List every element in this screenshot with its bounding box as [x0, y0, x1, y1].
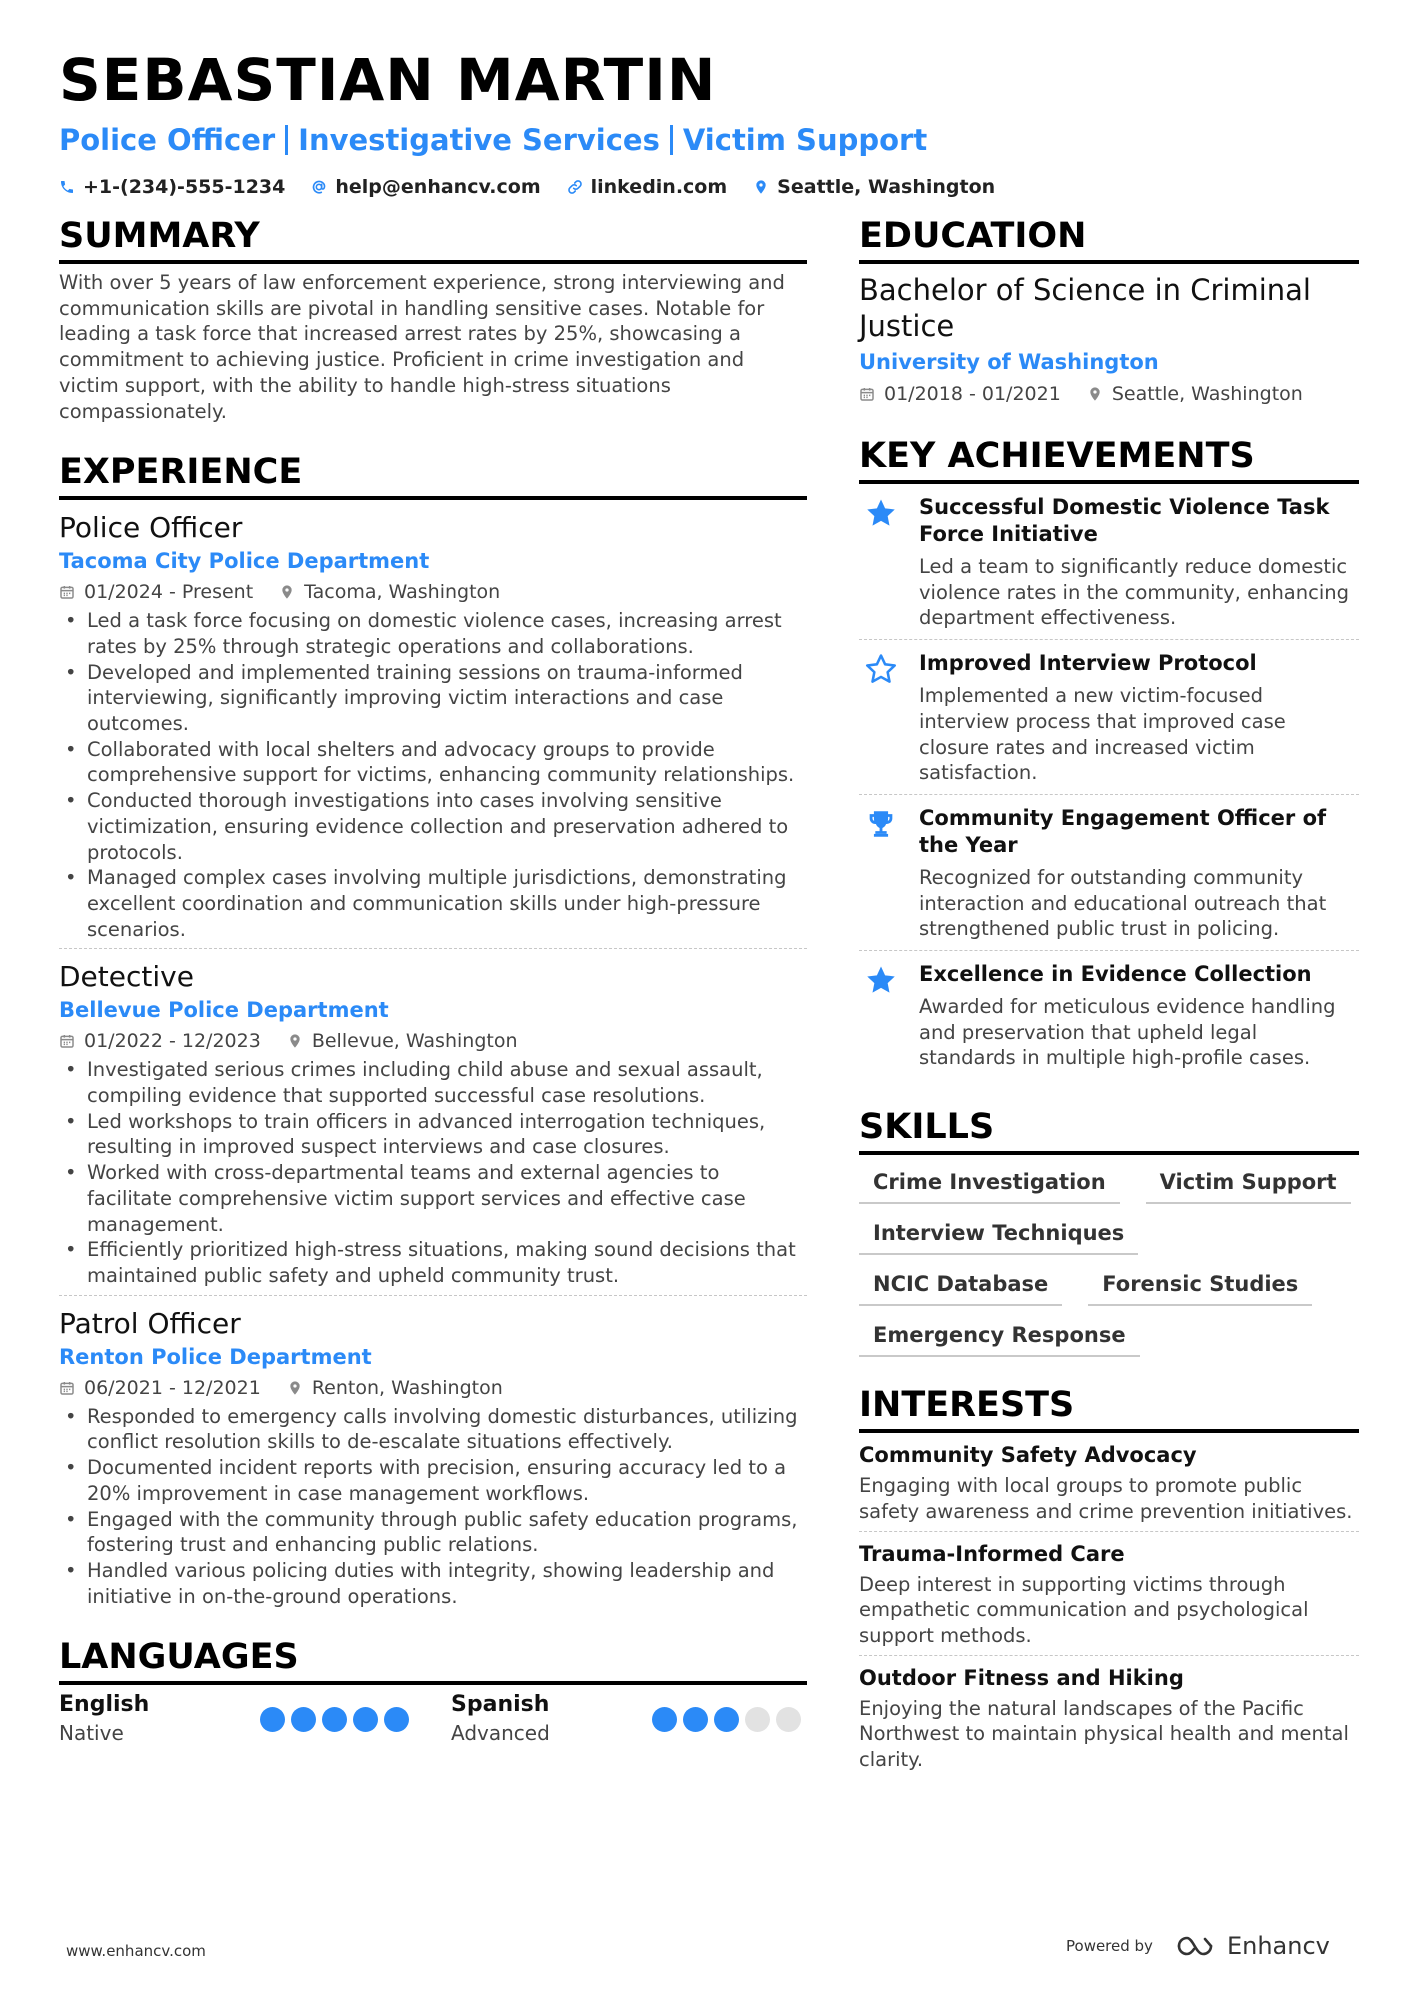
resume-header	[59, 44, 1359, 200]
job-title: Detective	[59, 960, 194, 994]
footer-branding	[1066, 1932, 1330, 1960]
phone-text: +1-(234)-555-1234	[83, 176, 286, 198]
headline-title-1: Police Officer	[59, 123, 276, 157]
company-name[interactable]: Renton Police Department	[59, 1344, 372, 1369]
achievement-description: Led a team to significantly reduce domestic violence rates in the community, enhancing department effectiveness.	[919, 555, 1349, 630]
skill-tag: Emergency Response	[859, 1318, 1140, 1357]
contact-email[interactable]	[311, 174, 540, 200]
language-text	[451, 1691, 550, 1747]
skill-tag: Victim Support	[1146, 1165, 1351, 1204]
achievement-title: Community Engagement Officer of the Year	[919, 805, 1327, 857]
interests-section	[859, 1383, 1359, 1779]
link-icon	[567, 179, 583, 195]
interest-item	[859, 1531, 1359, 1655]
achievements-heading: KEY ACHIEVEMENTS	[859, 434, 1359, 484]
rating-dot-filled	[291, 1707, 316, 1732]
achievements-list	[859, 484, 1359, 1079]
job-dates-text: 01/2022 - 12/2023	[84, 1030, 261, 1053]
job-dates	[59, 1027, 261, 1055]
interest-title: Trauma-Informed Care	[859, 1541, 1125, 1566]
job-title: Patrol Officer	[59, 1306, 241, 1340]
rating-dot-filled	[714, 1707, 739, 1732]
job-bullet: • Managed complex cases involving multiple jurisdictions, demonstrating excellent coordination and communication skills under high-pressure scenarios.	[59, 865, 807, 942]
job-location-text: Tacoma, Washington	[304, 581, 501, 604]
powered-by-label: Powered by	[1066, 1937, 1153, 1955]
job-bullets	[59, 1057, 807, 1288]
language-rating	[652, 1707, 807, 1732]
at-sign-icon	[311, 179, 327, 195]
job-meta	[59, 578, 807, 606]
summary-text: With over 5 years of law enforcement experience, strong interviewing and communication skills are pivotal in handling sensitive cases. Notable for leading a task force that increased arrest rates by 25%, showcasing a commitment to achieving justice. Proficient in crime investigation and victim support, with the ability to handle high-stress situations compassionately.	[59, 271, 785, 423]
interests-list	[859, 1433, 1359, 1779]
achievement-icon-wrap	[859, 961, 903, 1071]
rating-dot-filled	[384, 1707, 409, 1732]
achievement-title: Successful Domestic Violence Task Force Initiative	[919, 495, 1330, 546]
rating-dot-filled	[260, 1707, 285, 1732]
rating-dot-filled	[652, 1707, 677, 1732]
contact-phone[interactable]	[59, 174, 285, 200]
interest-description: Engaging with local groups to promote public safety awareness and crime prevention initiatives.	[859, 1474, 1353, 1523]
experience-entry	[59, 1295, 807, 1610]
skills-heading: SKILLS	[859, 1105, 1359, 1155]
job-bullet: • Conducted thorough investigations into cases involving sensitive victimization, ensuring evidence collection and preservation adhered to protocols.	[59, 788, 807, 865]
achievement-title: Excellence in Evidence Collection	[919, 962, 1312, 987]
job-bullet: • Efficiently prioritized high-stress situations, making sound decisions that maintained public safety and upheld community trust.	[59, 1237, 807, 1288]
education-dates	[859, 380, 1061, 408]
language-level: Advanced	[451, 1721, 550, 1746]
job-location	[279, 578, 500, 606]
languages-list	[59, 1691, 807, 1747]
education-section	[859, 214, 1359, 408]
brand-name: Enhancv	[1226, 1932, 1330, 1960]
interest-title: Community Safety Advocacy	[859, 1443, 1197, 1468]
candidate-name: SEBASTIAN MARTIN	[59, 46, 717, 114]
interest-item	[859, 1655, 1359, 1779]
achievement-icon-wrap	[859, 494, 903, 631]
job-location-text: Renton, Washington	[311, 1376, 503, 1399]
summary-heading: SUMMARY	[59, 214, 807, 264]
location-pin-icon	[753, 179, 769, 195]
achievement-item	[859, 639, 1359, 794]
contact-bar	[59, 174, 1359, 200]
job-bullet: • Collaborated with local shelters and advocacy groups to provide comprehensive support for victims, enhancing community relationships.	[59, 737, 807, 788]
education-dates-text: 01/2018 - 01/2021	[884, 383, 1061, 405]
skills-section	[859, 1105, 1359, 1357]
achievement-description: Awarded for meticulous evidence handling and preservation that upheld legal standards in multiple high-profile cases.	[919, 995, 1336, 1070]
achievement-body	[919, 494, 1359, 631]
education-location	[1087, 380, 1303, 408]
rating-dot-empty	[776, 1707, 801, 1732]
interest-title: Outdoor Fitness and Hiking	[859, 1665, 1184, 1690]
rating-dot-filled	[322, 1707, 347, 1732]
skills-list	[859, 1165, 1359, 1357]
job-location	[287, 1374, 503, 1402]
right-column	[859, 214, 1359, 1805]
linkedin-text: linkedin.com	[590, 176, 728, 198]
skill-tag: Forensic Studies	[1088, 1267, 1312, 1306]
achievement-item	[859, 484, 1359, 639]
languages-heading: LANGUAGES	[59, 1635, 807, 1685]
summary-section	[59, 214, 807, 424]
contact-location	[753, 174, 995, 200]
interest-description: Enjoying the natural landscapes of the Pacific Northwest to maintain physical health and mental clarity.	[859, 1696, 1349, 1772]
star-outline-icon	[864, 652, 898, 686]
location-pin-icon	[287, 1380, 303, 1396]
interest-item	[859, 1433, 1359, 1530]
job-bullets	[59, 608, 807, 942]
left-column	[59, 214, 807, 1773]
calendar-icon	[59, 1380, 75, 1396]
achievement-item	[859, 950, 1359, 1079]
job-bullet: • Engaged with the community through public safety education programs, fostering trust and enhancing public relations.	[59, 1507, 807, 1558]
job-bullet: • Responded to emergency calls involving domestic disturbances, utilizing conflict resolution skills to de-escalate situations effectively.	[59, 1404, 807, 1455]
rating-dot-filled	[683, 1707, 708, 1732]
skill-tag: NCIC Database	[859, 1267, 1062, 1306]
calendar-icon	[59, 1033, 75, 1049]
language-name: Spanish	[451, 1692, 550, 1718]
job-bullet: • Developed and implemented training sessions on trauma-informed interviewing, significantly improving victim interactions and case outcomes.	[59, 660, 807, 737]
experience-entry	[59, 948, 807, 1288]
job-meta	[59, 1027, 807, 1055]
location-pin-icon	[287, 1033, 303, 1049]
skill-tag: Crime Investigation	[859, 1165, 1120, 1204]
headline-title-3: Victim Support	[682, 123, 928, 157]
job-title: Police Officer	[59, 511, 243, 545]
achievement-icon-wrap	[859, 805, 903, 942]
achievement-title: Improved Interview Protocol	[919, 651, 1257, 676]
calendar-icon	[59, 584, 75, 600]
star-filled-icon	[864, 963, 898, 997]
brand-logo[interactable]	[1175, 1932, 1330, 1960]
location-text: Seattle, Washington	[777, 176, 996, 198]
achievement-description: Recognized for outstanding community interaction and educational outreach that strengthened public trust in policing.	[919, 865, 1327, 941]
job-bullet: • Investigated serious crimes including child abuse and sexual assault, compiling evidence that supported successful case resolutions.	[59, 1057, 807, 1108]
job-bullet: • Documented incident reports with precision, ensuring accuracy led to a 20% improvement in case management workflows.	[59, 1455, 807, 1506]
headline-separator	[285, 125, 288, 155]
achievement-body	[919, 650, 1359, 786]
job-dates	[59, 578, 253, 606]
experience-heading: EXPERIENCE	[59, 450, 807, 500]
location-pin-icon	[279, 584, 295, 600]
star-filled-icon	[864, 496, 898, 530]
contact-linkedin[interactable]	[567, 174, 728, 200]
company-name[interactable]: Bellevue Police Department	[59, 998, 389, 1023]
education-meta	[859, 380, 1359, 408]
languages-section	[59, 1635, 807, 1747]
headline-titles	[59, 118, 1359, 162]
job-location	[287, 1027, 518, 1055]
job-bullet: • Led workshops to train officers in advanced interrogation techniques, resulting in improved suspect interviews and case closures.	[59, 1109, 807, 1160]
education-location-text: Seattle, Washington	[1111, 383, 1303, 405]
experience-list	[59, 500, 807, 1609]
interest-description: Deep interest in supporting victims through empathetic communication and psychological support methods.	[859, 1572, 1309, 1647]
job-bullet: • Worked with cross-departmental teams and external agencies to facilitate comprehensive victim support services and effective case management.	[59, 1160, 807, 1237]
language-item	[59, 1691, 415, 1747]
achievement-description: Implemented a new victim-focused interview process that improved case closure rates and increased victim satisfaction.	[919, 684, 1286, 785]
job-meta	[59, 1374, 807, 1402]
language-text	[59, 1691, 149, 1747]
achievement-body	[919, 805, 1359, 942]
job-dates-text: 06/2021 - 12/2021	[84, 1376, 261, 1399]
achievements-section	[859, 434, 1359, 1079]
trophy-icon	[864, 807, 898, 841]
headline-separator	[670, 125, 673, 155]
language-rating	[260, 1707, 415, 1732]
calendar-icon	[859, 386, 875, 402]
experience-section	[59, 450, 807, 1609]
footer-website[interactable]: www.enhancv.com	[66, 1942, 206, 1960]
job-bullet: • Handled various policing duties with integrity, showing leadership and initiative in on-the-ground operations.	[59, 1558, 807, 1609]
job-bullet: • Led a task force focusing on domestic violence cases, increasing arrest rates by 25% through strategic operations and collaborations.	[59, 608, 807, 659]
company-name[interactable]: Tacoma City Police Department	[59, 549, 430, 574]
achievement-icon-wrap	[859, 650, 903, 786]
job-dates-text: 01/2024 - Present	[84, 581, 254, 604]
achievement-body	[919, 961, 1359, 1071]
language-item	[451, 1691, 807, 1747]
degree-title: Bachelor of Science in Criminal Justice	[859, 273, 1311, 343]
achievement-item	[859, 794, 1359, 950]
language-name: English	[59, 1692, 150, 1718]
job-dates	[59, 1374, 261, 1402]
email-text: help@enhancv.com	[335, 176, 541, 198]
job-location-text: Bellevue, Washington	[311, 1030, 518, 1053]
skill-tag: Interview Techniques	[859, 1216, 1138, 1255]
language-level: Native	[59, 1721, 124, 1746]
location-pin-icon	[1087, 386, 1103, 402]
school-name: University of Washington	[859, 350, 1159, 374]
headline-title-2: Investigative Services	[298, 123, 660, 157]
job-bullets	[59, 1404, 807, 1610]
enhancv-logo-icon	[1175, 1934, 1219, 1958]
phone-icon	[59, 179, 75, 195]
education-heading: EDUCATION	[859, 214, 1359, 264]
interests-heading: INTERESTS	[859, 1383, 1359, 1433]
experience-entry	[59, 500, 807, 942]
rating-dot-filled	[353, 1707, 378, 1732]
rating-dot-empty	[745, 1707, 770, 1732]
